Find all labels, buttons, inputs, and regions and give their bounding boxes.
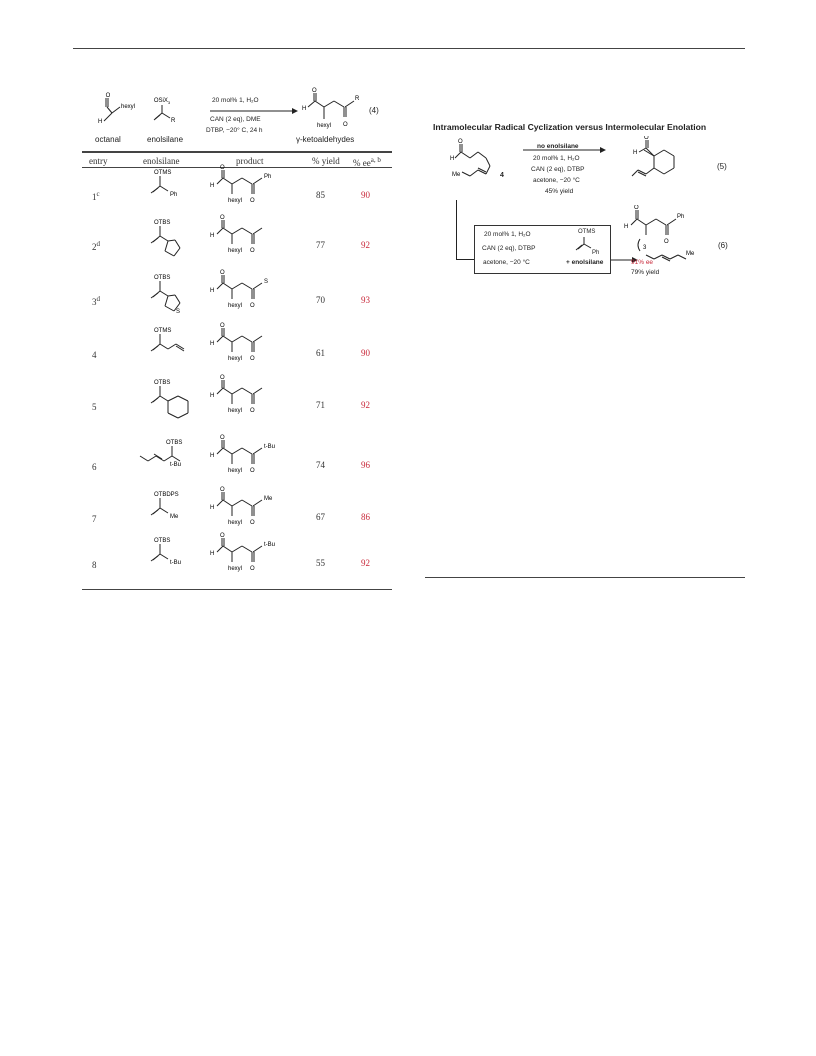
svg-text:R: R — [355, 96, 360, 102]
entry-number — [92, 348, 97, 360]
silyl-group-label: OTBS — [166, 440, 183, 446]
enolsilane-substituent: t-Bu — [170, 462, 182, 468]
aldehyde-oxygen-label: O — [220, 375, 225, 381]
svg-text:Me: Me — [686, 251, 695, 257]
svg-text:hexyl: hexyl — [121, 104, 136, 110]
product-structure — [206, 532, 316, 580]
product-structure — [206, 322, 316, 370]
product-substituent: t-Bu — [264, 542, 276, 548]
yield-value: 70 — [316, 295, 325, 305]
eq6-box-silyl: OTMS — [578, 229, 596, 235]
aldehyde-oxygen-label: O — [220, 323, 225, 329]
yield-value: 67 — [316, 512, 325, 522]
product-structure — [206, 486, 316, 534]
svg-text:O: O — [664, 239, 669, 245]
eq6-branch-line — [456, 200, 457, 260]
eq6-box-1: 20 mol% 1, H₂O — [484, 231, 531, 238]
ee-value: 90 — [361, 348, 370, 358]
entry-value: 1 — [92, 192, 97, 202]
ketone-oxygen-label: O — [250, 356, 255, 362]
entry-number — [92, 295, 100, 307]
yield-value: 77 — [316, 240, 325, 250]
hexyl-label: hexyl — [228, 520, 243, 526]
ee-value: 92 — [361, 400, 370, 410]
svg-text:H: H — [302, 106, 307, 112]
col-header-entry: entry — [89, 156, 108, 166]
eq6-yield: 79% yield — [631, 269, 660, 276]
entry-value: 8 — [92, 560, 97, 570]
svg-text:Me: Me — [452, 172, 461, 178]
eq5-cond-5: 45% yield — [545, 188, 574, 195]
enolsilane-structure — [132, 166, 202, 210]
col-header-enolsilane: enolsilane — [143, 156, 180, 166]
enolsilane-substituent: S — [176, 309, 181, 315]
header-rule — [73, 48, 745, 49]
yield-value: 71 — [316, 400, 325, 410]
eq6-branch-horizontal — [456, 259, 474, 260]
eq6-box-add: + enolsilane — [566, 259, 604, 266]
enolsilane-structure — [132, 271, 202, 315]
svg-text:H: H — [98, 119, 103, 125]
svg-text:R: R — [171, 118, 176, 124]
product-structure — [206, 434, 316, 482]
enolsilane-structure — [132, 534, 202, 578]
enolsilane-substituent: t-Bu — [170, 560, 182, 566]
hexyl-label: hexyl — [228, 248, 243, 254]
ee-value: 92 — [361, 240, 370, 250]
eq5-label: (5) — [717, 162, 727, 171]
table-rule-top — [82, 151, 392, 153]
aldehyde-oxygen-label: O — [220, 487, 225, 493]
entry-value: 4 — [92, 350, 97, 360]
aldehyde-hydrogen-label: H — [210, 233, 215, 239]
svg-text:hexyl: hexyl — [317, 123, 332, 129]
eq5-compound: 4 — [500, 172, 504, 179]
silyl-group-label: OTMS — [154, 328, 172, 334]
enolsilane-structure — [132, 488, 202, 532]
silyl-group-label: OTBS — [154, 380, 171, 386]
entry-footnote: d — [96, 240, 100, 248]
svg-text:OSiX3: OSiX$_3$ — [153, 98, 171, 105]
hexyl-label: hexyl — [228, 468, 243, 474]
product-structure — [206, 374, 316, 422]
aldehyde-oxygen-label: O — [220, 270, 225, 276]
section-heading: Intramolecular Radical Cyclization versus Intermolecular Enolation — [433, 122, 707, 132]
entry-value: 6 — [92, 462, 97, 472]
hexyl-label: hexyl — [228, 198, 243, 204]
ketone-oxygen-label: O — [250, 198, 255, 204]
silyl-group-label: OTBDPS — [154, 492, 179, 498]
table-rule-bottom — [82, 589, 392, 590]
svg-text:O: O — [644, 136, 649, 141]
col-header-yield: % yield — [312, 156, 340, 166]
hexyl-label: hexyl — [228, 356, 243, 362]
enolsilane-substituent: Me — [170, 514, 179, 520]
product-structure — [206, 164, 316, 212]
ee-value: 90 — [361, 190, 370, 200]
enolsilane-structure — [132, 216, 202, 260]
eq4-cond-2: CAN (2 eq), DME — [210, 116, 261, 123]
svg-text:H: H — [450, 156, 455, 162]
product-name: γ-ketoaldehydes — [296, 135, 355, 144]
svg-text:O: O — [634, 205, 639, 211]
col-header-product: product — [236, 156, 264, 166]
entry-number — [92, 240, 100, 252]
reagent-octanal: octanal — [95, 135, 121, 144]
ketone-oxygen-label: O — [250, 520, 255, 526]
enolsilane-structure — [132, 376, 202, 420]
right-column-rule — [425, 577, 745, 578]
enolsilane-substituent: Ph — [170, 192, 178, 198]
aldehyde-hydrogen-label: H — [210, 288, 215, 294]
eq6-box-3: acetone, −20 °C — [483, 259, 530, 266]
eq5-cond-1: no enolsilane — [537, 143, 579, 150]
ee-value: 86 — [361, 512, 370, 522]
hexyl-label: hexyl — [228, 566, 243, 572]
entry-number — [92, 558, 97, 570]
product-structure — [206, 269, 316, 317]
ee-value: 96 — [361, 460, 370, 470]
aldehyde-hydrogen-label: H — [210, 551, 215, 557]
eq5-cond-3: CAN (2 eq), DTBP — [531, 166, 585, 173]
eq4-cond-3: DTBP, −20° C, 24 h — [206, 127, 263, 134]
silyl-group-label: OTBS — [154, 538, 171, 544]
silyl-group-label: OTMS — [154, 170, 172, 176]
aldehyde-hydrogen-label: H — [210, 183, 215, 189]
yield-value: 74 — [316, 460, 325, 470]
yield-value: 85 — [316, 190, 325, 200]
svg-text:H: H — [633, 150, 638, 156]
entry-number — [92, 460, 97, 472]
aldehyde-hydrogen-label: H — [210, 393, 215, 399]
reagent-enolsilane: enolsilane — [147, 135, 184, 144]
col-header-ee: % ee$^{a, b}$ — [353, 156, 381, 168]
svg-text:3: 3 — [643, 245, 647, 251]
product-substituent: t-Bu — [264, 444, 276, 450]
hexyl-label: hexyl — [228, 303, 243, 309]
entry-footnote: c — [96, 190, 100, 198]
eq4-cond-1: 20 mol% 1, H₂O — [212, 97, 259, 104]
ketone-oxygen-label: O — [250, 408, 255, 414]
product-structure — [206, 214, 316, 262]
eq6-label: (6) — [718, 241, 728, 250]
yield-value: 55 — [316, 558, 325, 568]
aldehyde-oxygen-label: O — [220, 165, 225, 171]
aldehyde-oxygen-label: O — [220, 435, 225, 441]
entry-value: 5 — [92, 402, 97, 412]
entry-number — [92, 512, 97, 524]
ketone-oxygen-label: O — [250, 303, 255, 309]
ee-value: 92 — [361, 558, 370, 568]
ketone-oxygen-label: O — [250, 566, 255, 572]
silyl-group-label: OTBS — [154, 220, 171, 226]
entry-footnote: d — [96, 295, 100, 303]
svg-text:O: O — [105, 93, 111, 99]
svg-text:H: H — [624, 224, 629, 230]
entry-value: 3 — [92, 297, 97, 307]
aldehyde-oxygen-label: O — [220, 533, 225, 539]
enolsilane-structure — [132, 436, 202, 480]
product-substituent: Ph — [264, 174, 272, 180]
ketone-oxygen-label: O — [250, 468, 255, 474]
entry-value: 2 — [92, 242, 97, 252]
svg-text:O: O — [312, 88, 317, 94]
product-substituent: Me — [264, 496, 273, 502]
entry-number — [92, 190, 100, 202]
hexyl-label: hexyl — [228, 408, 243, 414]
yield-value: 61 — [316, 348, 325, 358]
aldehyde-hydrogen-label: H — [210, 453, 215, 459]
product-substituent: S — [264, 279, 269, 285]
eq6-ee: 91% ee — [631, 259, 654, 266]
entry-number — [92, 400, 97, 412]
svg-text:Ph: Ph — [677, 214, 685, 220]
aldehyde-hydrogen-label: H — [210, 505, 215, 511]
entry-value: 7 — [92, 514, 97, 524]
eq5-cond-4: acetone, −20 °C — [533, 177, 580, 184]
aldehyde-hydrogen-label: H — [210, 341, 215, 347]
eq6-box-2: CAN (2 eq), DTBP — [482, 245, 536, 252]
eq5-scheme — [440, 136, 740, 198]
ee-value: 93 — [361, 295, 370, 305]
svg-text:O: O — [343, 122, 348, 128]
eq4-label: (4) — [369, 106, 379, 115]
eq6-box-ph: Ph — [592, 250, 600, 256]
svg-text:O: O — [458, 139, 463, 145]
enolsilane-structure — [132, 324, 202, 368]
aldehyde-oxygen-label: O — [220, 215, 225, 221]
ketone-oxygen-label: O — [250, 248, 255, 254]
eq5-cond-2: 20 mol% 1, H₂O — [533, 155, 580, 162]
silyl-group-label: OTBS — [154, 275, 171, 281]
